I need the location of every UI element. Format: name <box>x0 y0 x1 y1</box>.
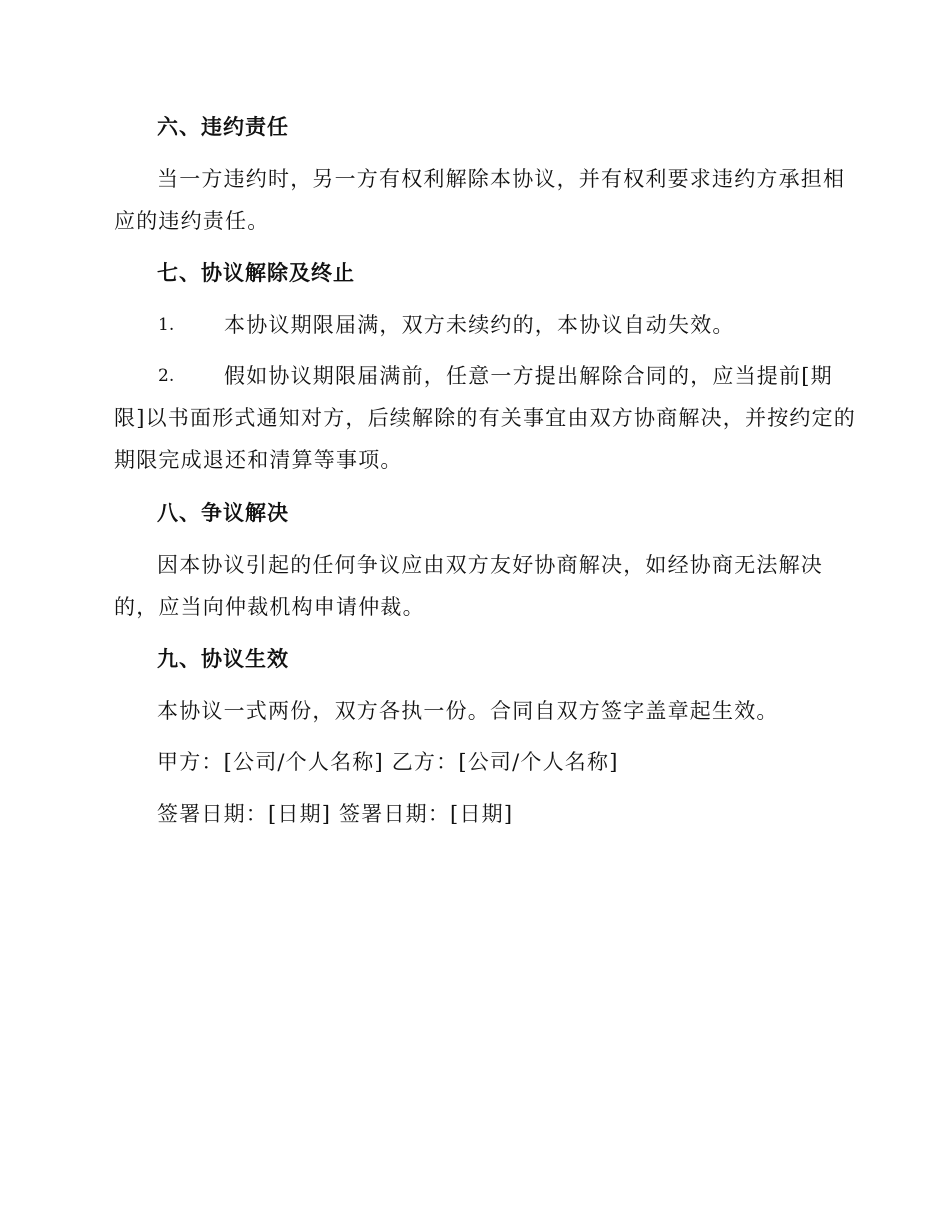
list-item-number: 1. <box>158 315 175 335</box>
paragraph-line: 当一方违约时，另一方有权利解除本协议，并有权利要求违约方承担相 <box>157 167 846 191</box>
list-item-number: 2. <box>158 366 175 386</box>
signature-parties-line: 甲方：[公司/个人名称] 乙方：[公司/个人名称] <box>157 750 619 774</box>
list-item-text: 期限完成退还和清算等事项。 <box>114 448 403 472</box>
list-item-text: 限]以书面形式通知对方，后续解除的有关事宜由双方协商解决，并按约定的 <box>114 406 856 430</box>
paragraph-line: 本协议一式两份，双方各执一份。合同自双方签字盖章起生效。 <box>157 699 779 723</box>
section-heading-dispute-resolution: 八、争议解决 <box>157 501 289 525</box>
signature-dates-line: 签署日期：[日期] 签署日期：[日期] <box>157 802 514 826</box>
list-item-text: 本协议期限届满，双方未续约的，本协议自动失效。 <box>224 313 735 337</box>
section-heading-breach-liability: 六、违约责任 <box>157 115 289 139</box>
paragraph-line: 的，应当向仲裁机构申请仲裁。 <box>114 595 425 619</box>
section-heading-termination: 七、协议解除及终止 <box>157 261 355 285</box>
list-item-text: 假如协议期限届满前，任意一方提出解除合同的，应当提前[期 <box>224 364 833 388</box>
paragraph-line: 应的违约责任。 <box>114 209 270 233</box>
section-heading-effectiveness: 九、协议生效 <box>157 647 289 671</box>
paragraph-line: 因本协议引起的任何争议应由双方友好协商解决，如经协商无法解决 <box>157 553 823 577</box>
